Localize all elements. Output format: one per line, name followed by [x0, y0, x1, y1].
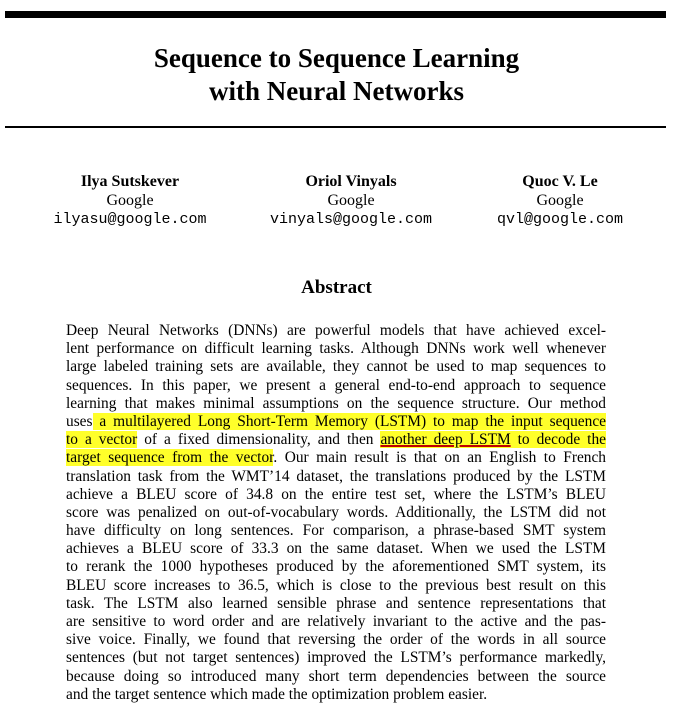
- text-span: uses: [66, 412, 93, 430]
- abstract-body: [66, 322, 606, 704]
- author-email: vinyals@google.com: [269, 211, 433, 228]
- author-name: Quoc V. Le: [522, 173, 598, 190]
- abstract-line: large labeled training sets are available, they cannot be used to map sequences to: [66, 358, 606, 376]
- abstract-line: because doing so introduced many short term dependencies between the source: [66, 667, 606, 685]
- abstract-line: sentences (but not target sentences) improved the LSTM’s performance markedly,: [66, 649, 606, 667]
- abstract-line: translation task from the WMT’14 dataset, the translations produced by the LSTM: [66, 467, 606, 485]
- abstract-line: to rerank the 1000 hypotheses produced by the aforementioned SMT system, its: [66, 558, 606, 576]
- abstract-line: learning that makes minimal assumptions on the sequence structure. Our method: [66, 394, 606, 412]
- highlighted-text: to decode the: [510, 431, 606, 449]
- abstract-line: task. The LSTM also learned sensible phrase and sentence representations that: [66, 594, 606, 612]
- abstract-line: [66, 413, 606, 431]
- author-name: Oriol Vinyals: [305, 173, 397, 190]
- abstract-line: and the target sentence which made the optimization problem easier.: [66, 685, 488, 703]
- abstract-line: [66, 431, 606, 449]
- author-affiliation: Google: [106, 192, 154, 209]
- abstract-line: have difficulty on long sentences. For comparison, a phrase-based SMT system: [66, 522, 606, 540]
- author-email: ilyasu@google.com: [53, 211, 207, 228]
- paper-title-line-2: with Neural Networks: [209, 76, 464, 106]
- author-email: qvl@google.com: [496, 211, 624, 228]
- abstract-line: BLEU score increases to 36.5, which is close to the previous best result on this: [66, 576, 606, 594]
- abstract-line: achieve a BLEU score of 34.8 on the entire test set, where the LSTM’s BLEU: [66, 485, 606, 503]
- highlighted-text: to a vector: [66, 431, 138, 449]
- author-block: [250, 172, 452, 229]
- title-bottom-rule: [5, 126, 666, 128]
- abstract-heading: Abstract: [301, 277, 372, 298]
- abstract-line: achieves a BLEU score of 33.3 on the same dataset. When we used the LSTM: [66, 540, 606, 558]
- abstract-line: score was penalized on out-of-vocabulary words. Additionally, the LSTM did not: [66, 503, 606, 521]
- abstract-line: lent performance on difficult learning tasks. Although DNNs work well whenever: [66, 340, 606, 358]
- text-span: of a fixed dimensionality, and then: [137, 431, 381, 449]
- paper-title-line-1: Sequence to Sequence Learning: [153, 43, 520, 73]
- highlighted-underlined-text: another deep LSTM: [380, 431, 511, 449]
- author-name: Ilya Sutskever: [80, 173, 180, 190]
- author-block: [470, 172, 650, 229]
- top-rule: [5, 11, 666, 18]
- abstract-line: sive voice. Finally, we found that reversing the order of the words in all source: [66, 631, 606, 649]
- author-affiliation: Google: [327, 192, 375, 209]
- abstract-line: Deep Neural Networks (DNNs) are powerful models that have achieved excel-: [66, 322, 606, 339]
- text-span: . Our main result is that on an English to French: [273, 449, 606, 467]
- abstract-line: sequences. In this paper, we present a general end-to-end approach to sequence: [66, 376, 606, 394]
- highlighted-text: target sequence from the vector: [66, 449, 274, 467]
- highlighted-text: a multilayered Long Short-Term Memory (LSTM) to map the input sequence: [92, 412, 606, 430]
- abstract-line: are sensitive to word order and are relatively invariant to the active and the pas-: [66, 613, 606, 630]
- author-block: [30, 172, 230, 229]
- abstract-line: [66, 449, 606, 467]
- author-affiliation: Google: [536, 192, 584, 209]
